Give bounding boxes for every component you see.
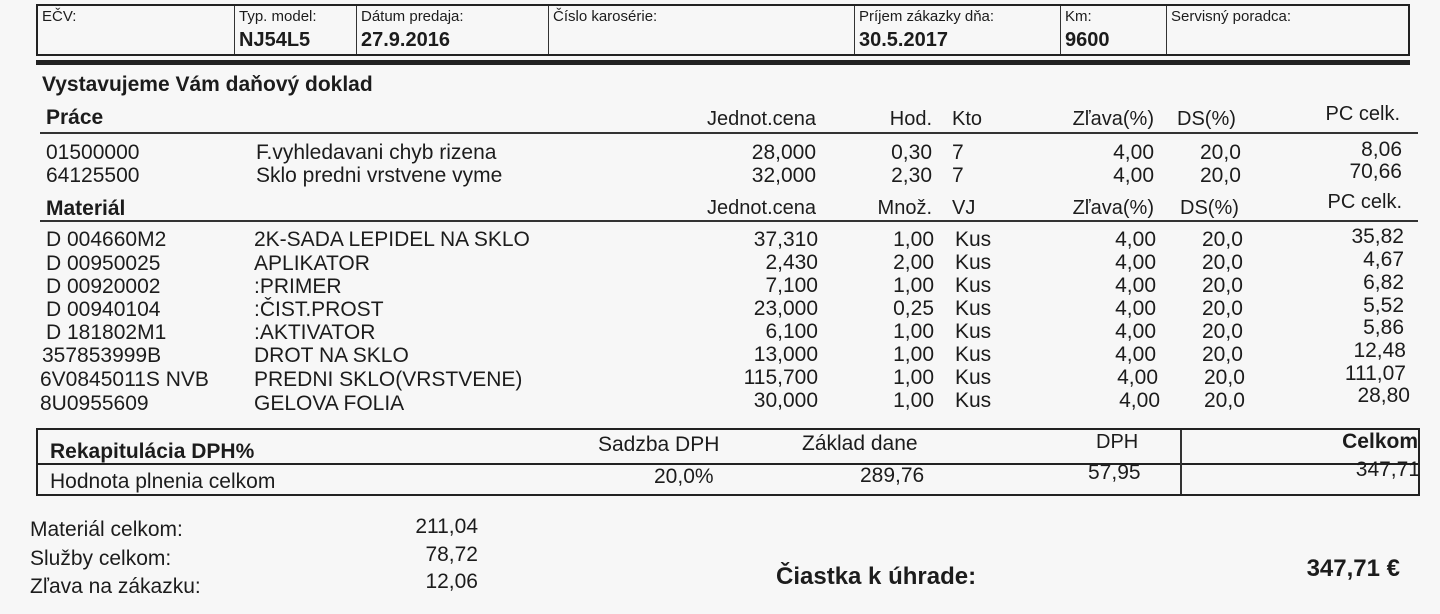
material-col-vat: DS(%) [1180, 197, 1239, 219]
material-row-vat: 20,0 [1204, 389, 1245, 412]
material-row-unit-price: 13,000 [753, 343, 818, 366]
recap-base-label: Základ dane [802, 432, 918, 455]
recap-rate-value: 20,0% [654, 465, 714, 488]
material-row-unit-price: 6,100 [765, 320, 818, 343]
material-row-total: 5,86 [1363, 316, 1404, 339]
work-row-who: 7 [952, 164, 964, 187]
material-row-code: D 00940104 [46, 298, 161, 321]
material-row-desc: PREDNI SKLO(VRSTVENE) [254, 368, 523, 391]
work-col-discount: Zľava(%) [1072, 108, 1154, 130]
work-row-unit-price: 28,000 [751, 141, 816, 164]
material-row-unit: Kus [955, 297, 992, 320]
material-row-total: 6,82 [1363, 271, 1404, 294]
work-header-rule [40, 132, 1418, 134]
material-row-unit-price: 30,000 [753, 389, 818, 412]
header-divider [36, 60, 1410, 65]
recap-rate-label: Sadzba DPH [598, 433, 720, 456]
work-row-desc: F.vyhledavani chyb rizena [256, 141, 497, 164]
material-row-unit: Kus [955, 320, 992, 343]
material-row-code: D 00950025 [46, 252, 161, 275]
material-row-qty: 1,00 [893, 320, 934, 343]
work-col-total: PC celk. [1325, 103, 1400, 125]
material-row-discount: 4,00 [1117, 366, 1158, 389]
material-row-code: 8U0955609 [40, 392, 149, 415]
work-row-desc: Sklo predni vrstvene vyme [256, 164, 503, 187]
material-row-total: 28,80 [1357, 384, 1410, 407]
work-row-code: 64125500 [46, 164, 140, 187]
sale-date-label: Dátum predaja: [361, 8, 464, 25]
model-cell [234, 6, 356, 54]
recap-row-label: Hodnota plnenia celkom [50, 470, 276, 493]
material-row-unit-price: 37,310 [753, 228, 818, 251]
work-row-total: 8,06 [1361, 138, 1402, 161]
material-col-unit-price: Jednot.cena [707, 197, 816, 219]
material-row-vat: 20,0 [1202, 320, 1243, 343]
material-row-unit: Kus [955, 366, 992, 389]
material-row-unit-price: 23,000 [753, 297, 818, 320]
recap-vat-value: 57,95 [1088, 461, 1141, 484]
material-row-discount: 4,00 [1115, 228, 1156, 251]
material-row-total: 111,07 [1344, 362, 1406, 385]
work-row-total: 70,66 [1349, 160, 1402, 183]
material-row-code: 357853999B [42, 344, 162, 367]
material-row-desc: DROT NA SKLO [254, 344, 409, 367]
work-row-discount: 4,00 [1113, 141, 1154, 164]
material-total-label: Materiál celkom: [30, 518, 183, 541]
material-row-code: D 181802M1 [46, 321, 167, 344]
material-row-code: D 004660M2 [46, 228, 167, 251]
order-date-label: Príjem zákazky dňa: [859, 8, 995, 25]
material-row-vat: 20,0 [1202, 228, 1243, 251]
km-label: Km: [1065, 8, 1092, 25]
material-row-desc: :AKTIVATOR [254, 321, 376, 344]
recap-vat-label: DPH [1096, 431, 1139, 453]
material-row-discount: 4,00 [1115, 297, 1156, 320]
material-row-desc: :PRIMER [254, 275, 342, 298]
body-no-label: Číslo karosérie: [553, 8, 658, 25]
model-label: Typ. model: [239, 8, 317, 25]
material-row-vat: 20,0 [1202, 251, 1243, 274]
material-header-rule [40, 220, 1418, 222]
document-title: Vystavujeme Vám daňový doklad [42, 73, 373, 96]
material-row-desc: GELOVA FOLIA [254, 392, 405, 415]
recap-column-divider [1180, 430, 1182, 494]
material-row-vat: 20,0 [1202, 274, 1243, 297]
work-row-code: 01500000 [46, 141, 140, 164]
km-value: 9600 [1065, 29, 1110, 51]
work-row-discount: 4,00 [1113, 164, 1154, 187]
material-row-code: D 00920002 [46, 275, 161, 298]
work-row-hours: 2,30 [891, 164, 932, 187]
material-row-desc: APLIKATOR [254, 252, 370, 275]
material-row-unit: Kus [955, 389, 992, 412]
material-total-value: 211,04 [415, 515, 478, 538]
work-section-title: Práce [46, 106, 104, 129]
amount-due-value: 347,71 € [1306, 555, 1400, 582]
body-no-cell [548, 6, 854, 54]
work-row-vat: 20,0 [1200, 141, 1241, 164]
recap-title: Rekapitulácia DPH% [50, 440, 255, 463]
material-row-unit-price: 115,700 [743, 366, 818, 389]
material-row-total: 35,82 [1351, 225, 1404, 248]
material-row-vat: 20,0 [1202, 297, 1243, 320]
advisor-cell [1166, 6, 1408, 54]
material-row-discount: 4,00 [1115, 343, 1156, 366]
order-discount-label: Zľava na zákazku: [30, 575, 201, 598]
work-col-unit-price: Jednot.cena [707, 108, 816, 130]
km-cell [1060, 6, 1166, 54]
material-row-vat: 20,0 [1202, 343, 1243, 366]
material-section-title: Materiál [46, 197, 126, 220]
vat-recap-box [36, 428, 1420, 496]
material-row-discount: 4,00 [1115, 274, 1156, 297]
material-row-qty: 1,00 [893, 274, 934, 297]
material-row-unit-price: 2,430 [765, 251, 818, 274]
recap-total-value: 347,71 [1355, 458, 1420, 481]
material-row-total: 5,52 [1363, 294, 1404, 317]
order-discount-value: 12,06 [425, 570, 478, 593]
services-total-label: Služby celkom: [30, 547, 172, 570]
material-row-vat: 20,0 [1204, 366, 1245, 389]
work-row-unit-price: 32,000 [751, 164, 816, 187]
material-row-discount: 4,00 [1115, 320, 1156, 343]
work-col-vat: DS(%) [1177, 108, 1236, 130]
material-row-qty: 1,00 [893, 228, 934, 251]
material-row-discount: 4,00 [1119, 389, 1160, 412]
ecv-cell [38, 6, 234, 54]
material-row-qty: 1,00 [893, 366, 934, 389]
header-box [36, 4, 1410, 56]
amount-due-label: Čiastka k úhrade: [776, 563, 977, 590]
material-row-total: 12,48 [1353, 339, 1406, 362]
material-row-unit: Kus [955, 251, 992, 274]
material-row-code: 6V0845011S NVB [40, 368, 209, 391]
work-col-hours: Hod. [889, 108, 932, 130]
material-row-unit: Kus [955, 228, 992, 251]
ecv-label: EČV: [42, 8, 77, 25]
material-row-discount: 4,00 [1115, 251, 1156, 274]
material-col-discount: Zľava(%) [1072, 197, 1154, 219]
order-date-value: 30.5.2017 [859, 29, 948, 51]
services-total-value: 78,72 [425, 543, 478, 566]
material-row-desc: :ČIST.PROST [254, 298, 384, 321]
work-col-who: Kto [952, 108, 983, 130]
sale-date-value: 27.9.2016 [361, 29, 450, 51]
material-row-total: 4,67 [1363, 248, 1404, 271]
material-row-qty: 1,00 [893, 343, 934, 366]
material-row-unit: Kus [955, 343, 992, 366]
advisor-label: Servisný poradca: [1171, 8, 1292, 25]
recap-total-label: Celkom [1342, 430, 1418, 453]
material-col-qty: Množ. [877, 197, 932, 219]
recap-base-value: 289,76 [860, 464, 925, 487]
material-row-unit: Kus [955, 274, 992, 297]
work-row-hours: 0,30 [891, 141, 932, 164]
material-row-unit-price: 7,100 [765, 274, 818, 297]
material-col-total: PC celk. [1327, 191, 1402, 213]
sale-date-cell [356, 6, 548, 54]
material-row-qty: 2,00 [893, 251, 934, 274]
material-row-qty: 1,00 [893, 389, 934, 412]
material-col-unit: VJ [952, 197, 976, 219]
work-row-who: 7 [952, 141, 964, 164]
material-row-qty: 0,25 [893, 297, 934, 320]
work-row-vat: 20,0 [1200, 164, 1241, 187]
model-value: NJ54L5 [239, 29, 311, 51]
material-row-desc: 2K-SADA LEPIDEL NA SKLO [254, 228, 530, 251]
order-date-cell [854, 6, 1060, 54]
